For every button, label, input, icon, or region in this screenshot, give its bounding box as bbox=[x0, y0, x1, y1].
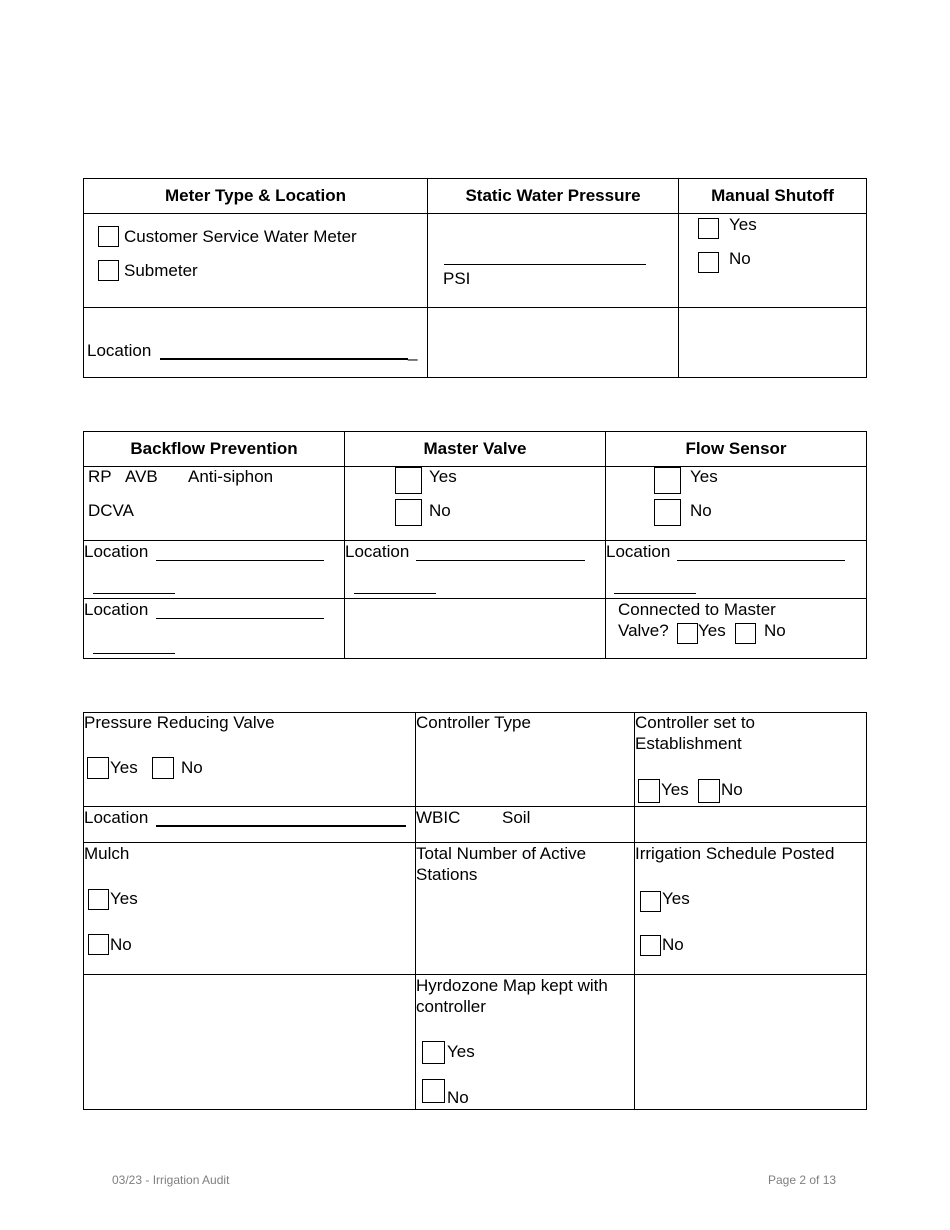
schedule-yes-checkbox[interactable] bbox=[640, 891, 661, 912]
controller-table bbox=[83, 712, 867, 1110]
connected-master-cell bbox=[606, 599, 867, 659]
backflow-location-cell-2 bbox=[84, 599, 345, 659]
submeter-label: Submeter bbox=[124, 261, 198, 280]
controller-set-no-label: No bbox=[721, 780, 743, 799]
prv-yes-checkbox[interactable] bbox=[87, 757, 109, 779]
prv-label: Pressure Reducing Valve bbox=[84, 713, 275, 732]
connected-yes-checkbox[interactable] bbox=[677, 623, 698, 644]
hydrozone-yes-checkbox[interactable] bbox=[422, 1041, 445, 1064]
hydrozone-label-line2: controller bbox=[416, 997, 486, 1016]
master-valve-location-label: Location bbox=[345, 542, 410, 561]
shutoff-yes-checkbox[interactable] bbox=[698, 218, 719, 239]
backflow-dcva[interactable]: DCVA bbox=[88, 501, 134, 520]
flow-sensor-location-label: Location bbox=[606, 542, 671, 561]
schedule-yes-label: Yes bbox=[662, 889, 690, 908]
backflow-rp[interactable]: RP bbox=[88, 467, 112, 486]
prv-location-cell bbox=[84, 807, 416, 843]
empty-cell bbox=[428, 308, 679, 378]
master-valve-location-input[interactable] bbox=[416, 560, 585, 561]
controller-set-yes-label: Yes bbox=[661, 780, 689, 799]
backflow-location-input[interactable] bbox=[156, 560, 324, 561]
shutoff-no-checkbox[interactable] bbox=[698, 252, 719, 273]
backflow-location-input-3[interactable] bbox=[156, 618, 324, 619]
header-static-pressure: Static Water Pressure bbox=[428, 179, 679, 214]
connected-question-line2: Valve? bbox=[618, 621, 669, 640]
flow-sensor-cell bbox=[606, 467, 867, 541]
master-valve-yes-label: Yes bbox=[429, 467, 457, 486]
empty-cell bbox=[635, 807, 867, 843]
controller-set-yes-checkbox[interactable] bbox=[638, 779, 660, 803]
active-stations-cell bbox=[416, 843, 635, 975]
prv-no-label: No bbox=[181, 758, 203, 777]
empty-cell bbox=[679, 308, 867, 378]
manual-shutoff-cell bbox=[679, 214, 867, 308]
wbic-option[interactable]: WBIC bbox=[416, 808, 461, 827]
controller-kind-cell bbox=[416, 807, 635, 843]
schedule-posted-cell bbox=[635, 843, 867, 975]
master-valve-location-input-2[interactable] bbox=[354, 593, 436, 594]
meter-type-cell bbox=[84, 214, 428, 308]
prv-location-input[interactable] bbox=[156, 825, 406, 827]
connected-no-checkbox[interactable] bbox=[735, 623, 756, 644]
header-backflow-prevention: Backflow Prevention bbox=[84, 432, 345, 467]
mulch-label: Mulch bbox=[84, 844, 130, 863]
psi-label: PSI bbox=[443, 269, 471, 288]
backflow-location-label-2: Location bbox=[84, 600, 149, 619]
master-valve-no-label: No bbox=[429, 501, 451, 520]
empty-cell bbox=[635, 975, 867, 1110]
backflow-location-label: Location bbox=[84, 542, 149, 561]
backflow-location-input-2[interactable] bbox=[93, 593, 175, 594]
mulch-yes-checkbox[interactable] bbox=[88, 889, 109, 910]
controller-set-label-line2: Establishment bbox=[635, 734, 742, 753]
header-manual-shutoff: Manual Shutoff bbox=[679, 179, 867, 214]
empty-cell bbox=[345, 599, 606, 659]
mulch-yes-label: Yes bbox=[110, 889, 138, 908]
soil-option[interactable]: Soil bbox=[502, 808, 531, 827]
backflow-avb[interactable]: AVB bbox=[125, 467, 158, 486]
flow-sensor-yes-checkbox[interactable] bbox=[654, 467, 681, 494]
footer-left: 03/23 - Irrigation Audit bbox=[112, 1173, 230, 1187]
header-master-valve: Master Valve bbox=[345, 432, 606, 467]
hydrozone-label-line1: Hyrdozone Map kept with bbox=[416, 976, 608, 995]
shutoff-no-label: No bbox=[729, 249, 751, 268]
master-valve-no-checkbox[interactable] bbox=[395, 499, 422, 526]
schedule-no-label: No bbox=[662, 935, 684, 954]
controller-set-no-checkbox[interactable] bbox=[698, 779, 720, 803]
stations-label-line1: Total Number of Active bbox=[416, 844, 587, 863]
mulch-no-checkbox[interactable] bbox=[88, 934, 109, 955]
controller-type-label: Controller Type bbox=[416, 713, 531, 732]
backflow-table bbox=[83, 431, 867, 659]
empty-cell bbox=[84, 975, 416, 1110]
static-pressure-cell bbox=[428, 214, 679, 308]
meter-location-label: Location bbox=[87, 341, 152, 360]
prv-no-checkbox[interactable] bbox=[152, 757, 174, 779]
header-flow-sensor: Flow Sensor bbox=[606, 432, 867, 467]
controller-set-label-line1: Controller set to bbox=[635, 713, 755, 732]
controller-set-cell bbox=[635, 713, 867, 807]
mulch-cell bbox=[84, 843, 416, 975]
backflow-type-cell bbox=[84, 467, 345, 541]
schedule-no-checkbox[interactable] bbox=[640, 935, 661, 956]
master-valve-yes-checkbox[interactable] bbox=[395, 467, 422, 494]
submeter-checkbox[interactable] bbox=[98, 260, 119, 281]
backflow-anti-siphon[interactable]: Anti-siphon bbox=[188, 467, 274, 486]
flow-sensor-location-input-2[interactable] bbox=[614, 593, 696, 594]
connected-question-line1: Connected to Master bbox=[618, 600, 776, 619]
schedule-label: Irrigation Schedule Posted bbox=[635, 844, 835, 863]
hydrozone-yes-label: Yes bbox=[447, 1042, 475, 1061]
prv-location-label: Location bbox=[84, 808, 149, 827]
controller-type-cell bbox=[416, 713, 635, 807]
meter-location-trail: _ bbox=[408, 342, 418, 361]
hydrozone-cell bbox=[416, 975, 635, 1110]
connected-yes-label: Yes bbox=[698, 621, 726, 640]
flow-sensor-yes-label: Yes bbox=[690, 467, 718, 486]
backflow-location-cell bbox=[84, 541, 345, 599]
shutoff-yes-label: Yes bbox=[729, 215, 757, 234]
customer-meter-label: Customer Service Water Meter bbox=[124, 227, 357, 246]
connected-no-label: No bbox=[764, 621, 786, 640]
mulch-no-label: No bbox=[110, 935, 132, 954]
psi-input-line[interactable] bbox=[444, 264, 646, 265]
meter-location-input[interactable] bbox=[160, 358, 408, 360]
hydrozone-no-checkbox[interactable] bbox=[422, 1079, 445, 1103]
prv-yes-label: Yes bbox=[110, 758, 138, 777]
flow-sensor-no-checkbox[interactable] bbox=[654, 499, 681, 526]
prv-cell bbox=[84, 713, 416, 807]
flow-sensor-location-cell bbox=[606, 541, 867, 599]
meter-location-cell bbox=[84, 308, 428, 378]
flow-sensor-location-input[interactable] bbox=[677, 560, 845, 561]
backflow-location-input-4[interactable] bbox=[93, 653, 175, 654]
customer-meter-checkbox[interactable] bbox=[98, 226, 119, 247]
master-valve-location-cell bbox=[345, 541, 606, 599]
header-meter-type: Meter Type & Location bbox=[84, 179, 428, 214]
flow-sensor-no-label: No bbox=[690, 501, 712, 520]
meter-table bbox=[83, 178, 867, 378]
hydrozone-no-label: No bbox=[447, 1088, 469, 1107]
master-valve-cell bbox=[345, 467, 606, 541]
stations-label-line2: Stations bbox=[416, 865, 478, 884]
footer-page-number: Page 2 of 13 bbox=[768, 1173, 837, 1187]
